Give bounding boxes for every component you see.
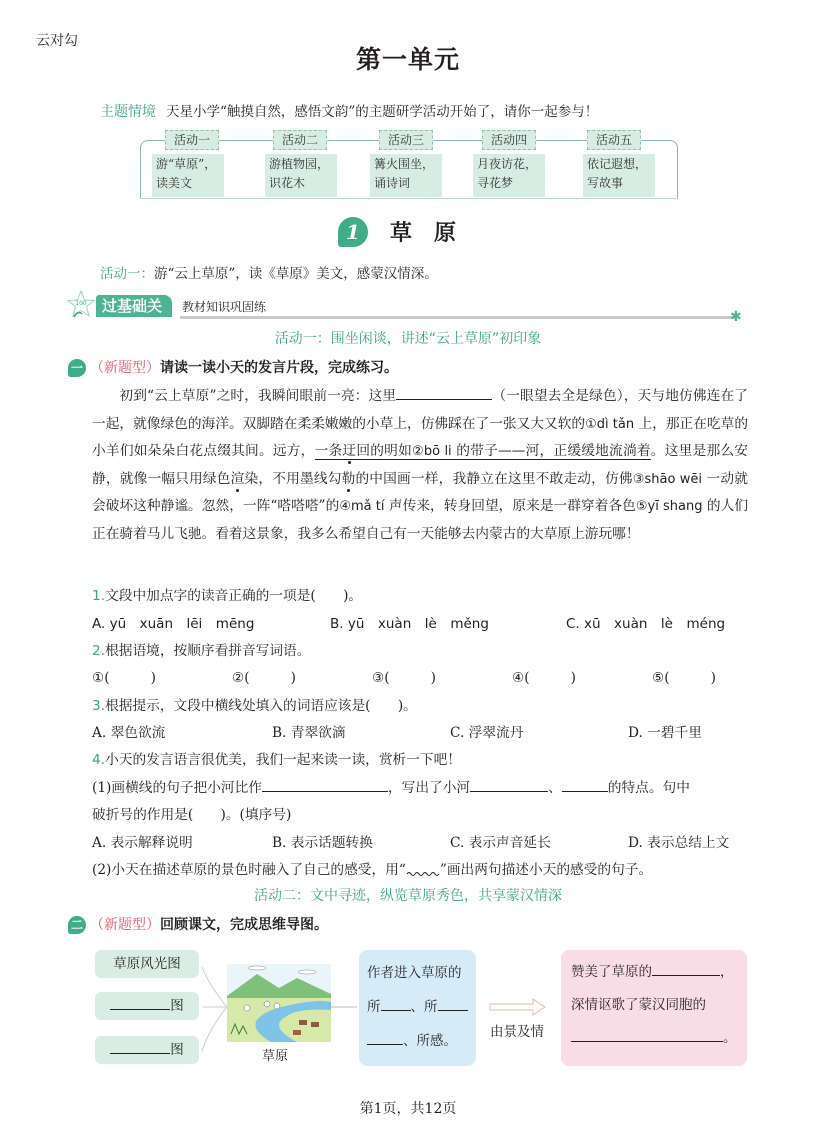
q1-text: 文段中加点字的读音正确的一项是( )。 xyxy=(105,588,363,604)
pinyin-3: ③shāo wēi xyxy=(632,471,703,487)
passage-text: 的带子——河，正缓缓地流淌着 xyxy=(451,443,651,459)
section-divider xyxy=(180,316,735,319)
activity-card-line: 识花木 xyxy=(269,176,306,190)
answer-blank[interactable] xyxy=(438,996,468,1011)
q4-text: 小天的发言语言很优美，我们一起来读一读，赏析一下吧！ xyxy=(105,752,461,768)
answer-blank[interactable] xyxy=(110,995,170,1010)
q4-line xyxy=(92,748,748,768)
q4-2-text: ”画出两句描述小天的感受的句子。 xyxy=(439,862,653,878)
passage-text: 上，那正在吃草的小羊们如朵朵白花点缀其间。远方， xyxy=(92,415,749,459)
answer-blank[interactable] xyxy=(262,777,388,792)
q2-slot[interactable]: ⑤( ) xyxy=(652,670,717,686)
q4-1-text: ，写出了小河 xyxy=(387,780,471,796)
q3-option-b[interactable]: B. 青翠欲滴 xyxy=(272,725,346,741)
activity-frame-bottom xyxy=(140,198,676,199)
reading-passage xyxy=(92,383,748,548)
question-type: （新题型） xyxy=(90,360,160,376)
q1-option-a[interactable]: A. yū xuān lēi mēng xyxy=(92,616,255,632)
answer-blank[interactable] xyxy=(571,1027,723,1042)
arrow-label: 由景及情 xyxy=(490,1024,544,1040)
mindmap-text: 作者进入草原的 xyxy=(367,965,462,981)
lesson-intro xyxy=(100,262,438,282)
activity2-heading: 活动二：文中寻迹，纵览草原秀色，共享蒙汉情深 xyxy=(254,888,562,904)
mindmap-text-line xyxy=(367,1024,476,1058)
theme-text: 天星小学“触摸自然，感悟文韵”的主题研学活动开始了，请你一起参与！ xyxy=(166,104,599,120)
passage-text: 回的明如 xyxy=(356,443,412,459)
activity-tag-5: 活动五 xyxy=(587,130,641,150)
mindmap-text-line xyxy=(571,956,747,989)
q2-slot[interactable]: ④( ) xyxy=(512,670,577,686)
passage-text: 的中国画一样，我静立在这里不敢走动，仿佛 xyxy=(355,470,633,487)
activity-card-line: 诵诗词 xyxy=(374,176,411,190)
q4-1-text: 、 xyxy=(548,780,562,796)
passage-text: 初到“云上草原”之时，我瞬间眼前一亮：这里 xyxy=(119,388,397,404)
activity-card-3 xyxy=(370,154,442,197)
pinyin-1: ①dì tǎn xyxy=(585,416,635,432)
question-2-header xyxy=(68,914,328,934)
activity-card-line: 写故事 xyxy=(587,176,624,190)
q1-line xyxy=(92,584,748,604)
pinyin-4: ④mǎ tí xyxy=(339,499,385,514)
mindmap-box-blank-3 xyxy=(95,1036,199,1064)
activity-tag-4: 活动四 xyxy=(482,130,536,150)
grassland-illustration xyxy=(227,964,331,1042)
q2-number: 2. xyxy=(92,643,106,659)
q2-line xyxy=(92,639,748,659)
passage-text: （一眼望去全是绿色），天与地仿佛连在了一起，就像绿色的海洋。双脚踏在柔柔嫩嫩的小草上，仿佛踩在了一张又大又软的 xyxy=(92,388,748,432)
q2-slot[interactable]: ②( ) xyxy=(232,670,297,686)
q4-1-line xyxy=(92,776,748,796)
pinyin-2: ②bō li xyxy=(412,444,452,459)
activity-card-line: 读美文 xyxy=(156,176,193,190)
lesson-number-badge: 1 xyxy=(338,217,368,247)
q4-option-d[interactable]: D. 表示总结上文 xyxy=(628,835,730,851)
page-number: 第1页，共12页 xyxy=(359,1101,457,1117)
answer-blank[interactable] xyxy=(562,777,608,792)
mindmap-box-text: 图 xyxy=(170,998,184,1014)
question-number-badge: 二 xyxy=(68,916,86,934)
mindmap-text: ， xyxy=(720,964,734,980)
activity-card-line: 月夜访花， xyxy=(477,157,538,171)
passage-text: 的人们正在骑着马儿飞驰。看着这景象，我多么希望自己有一天能够去内蒙古的大草原上游玩哪！ xyxy=(92,498,749,542)
activity-card-2 xyxy=(265,154,337,197)
passage-text: 一条 xyxy=(314,443,343,459)
underlined-sentence xyxy=(315,443,651,460)
q4-options xyxy=(92,831,748,851)
theme-line xyxy=(100,100,598,121)
answer-blank[interactable] xyxy=(367,1030,403,1045)
passage-text: 声传来，转身回望，原来是一群穿着各色 xyxy=(384,498,636,514)
q4-option-a[interactable]: A. 表示解释说明 xyxy=(92,835,193,851)
mindmap-text: 、所 xyxy=(410,999,438,1015)
mindmap-box-scenery: 草原风光图 xyxy=(95,950,199,978)
mindmap-text: 所 xyxy=(367,999,381,1015)
question-type: （新题型） xyxy=(90,917,160,933)
theme-label: 主题情境 xyxy=(100,104,156,120)
q3-options xyxy=(92,721,748,741)
q2-slots xyxy=(92,666,748,686)
q2-slot[interactable]: ③( ) xyxy=(372,670,437,686)
mindmap-box-summary xyxy=(561,950,747,1066)
activity-card-line: 依记遐想， xyxy=(587,157,648,171)
q4-1-text: 的特点。句中 xyxy=(607,780,690,796)
passage-text: 一动就会破坏这种静谧。忽然，一阵“嗒嗒嗒”的 xyxy=(92,470,748,514)
q4-2-line xyxy=(92,858,748,878)
q2-text: 根据语境，按顺序看拼音写词语。 xyxy=(105,643,311,659)
mindmap-box-blank-2 xyxy=(95,992,199,1020)
q1-option-c[interactable]: C. xū xuàn lè méng xyxy=(566,616,726,632)
passage-text: 染，不用墨线勾 xyxy=(244,470,342,487)
activity-card-line: 游植物园， xyxy=(269,157,330,171)
q3-line xyxy=(92,694,748,714)
activity-card-5 xyxy=(583,154,655,197)
q1-option-b[interactable]: B. yū xuàn lè měng xyxy=(330,616,489,632)
answer-blank[interactable] xyxy=(381,996,411,1011)
q4-option-b[interactable]: B. 表示话题转换 xyxy=(272,835,373,851)
answer-blank[interactable] xyxy=(652,961,720,976)
q4-2-text: (2)小天在描述草原的景色时融入了自己的感受，用“ xyxy=(92,862,406,878)
answer-blank[interactable] xyxy=(110,1039,170,1054)
q3-number: 3. xyxy=(92,698,106,714)
activity-tag-1: 活动一 xyxy=(165,130,219,150)
activity-card-line: 游“草原”， xyxy=(156,157,217,171)
q4-1-line-2: 破折号的作用是( )。(填序号) xyxy=(92,807,292,823)
answer-blank[interactable] xyxy=(396,385,492,400)
brand-label: 云对勾 xyxy=(36,33,78,49)
activity-card-line: 寻花梦 xyxy=(477,176,514,190)
activity-tag-3: 活动三 xyxy=(379,130,433,150)
mindmap-text: 、所感。 xyxy=(403,1033,457,1049)
intro-text: 游“云上草原”，读《草原》美文，感蒙汉情深。 xyxy=(154,266,438,282)
lesson-header xyxy=(0,216,816,247)
unit-title: 第一单元 xyxy=(355,45,460,74)
section-tag: 过基础关 xyxy=(96,295,172,317)
section-bar xyxy=(62,292,752,325)
question-instruction: 回顾课文，完成思维导图。 xyxy=(160,917,328,933)
activity1-heading: 活动一：围坐闲谈，讲述“云上草原”初印象 xyxy=(274,331,542,347)
activity-card-line: 篝火围坐， xyxy=(374,157,435,171)
q3-option-a[interactable]: A. 翠色欲流 xyxy=(92,725,166,741)
answer-blank[interactable] xyxy=(470,777,548,792)
question-1-header xyxy=(68,357,398,377)
q4-1-text: (1)画横线的句子把小河比作 xyxy=(92,780,262,796)
passage-text: 。这里是那么安静，就像一幅只用绿色 xyxy=(92,443,748,487)
q1-options xyxy=(92,612,748,632)
star-badge-icon xyxy=(66,290,96,320)
dotted-char: 勒 xyxy=(341,470,356,487)
q1-number: 1. xyxy=(92,588,106,604)
connector-line xyxy=(202,967,227,1007)
q4-option-c[interactable]: C. 表示声音延长 xyxy=(450,835,551,851)
question-number-badge: 一 xyxy=(68,359,86,377)
mindmap-box-feelings xyxy=(359,950,476,1066)
connector-line xyxy=(202,1007,227,1051)
mindmap-text: 深情讴歌了蒙汉同胞的 xyxy=(571,997,706,1013)
mindmap-text-line xyxy=(571,1022,747,1055)
star-end-icon: ✱ xyxy=(730,309,742,325)
activity-card-1 xyxy=(152,154,224,197)
activity-card-4 xyxy=(473,154,545,197)
question-instruction: 请读一读小天的发言片段，完成练习。 xyxy=(160,360,398,376)
wavy-underline-icon xyxy=(406,865,440,877)
section-subtitle: 教材知识巩固练 xyxy=(182,300,267,314)
intro-label: 活动一： xyxy=(100,266,154,282)
pinyin-5: ⑤yī shang xyxy=(635,499,703,514)
dotted-char: 迂 xyxy=(342,443,357,459)
badge-text: 100 xyxy=(75,300,87,307)
mindmap-text: 。 xyxy=(723,1030,737,1046)
activity-tag-2: 活动二 xyxy=(273,130,327,150)
arrow-right-icon xyxy=(489,998,547,1016)
dotted-char: 渲 xyxy=(230,470,245,487)
q3-option-d[interactable]: D. 一碧千里 xyxy=(628,725,702,741)
q4-number: 4. xyxy=(92,752,106,768)
q3-text: 根据提示，文段中横线处填入的词语应该是( )。 xyxy=(105,698,417,714)
mindmap-box-text: 图 xyxy=(170,1042,184,1058)
mindmap-text-line xyxy=(367,990,476,1024)
q3-option-c[interactable]: C. 浮翠流丹 xyxy=(450,725,524,741)
mindmap-text: 赞美了草原的 xyxy=(571,964,652,980)
q2-slot[interactable]: ①( ) xyxy=(92,670,157,686)
lesson-title: 草原 xyxy=(389,221,478,246)
illustration-caption: 草原 xyxy=(262,1049,289,1064)
